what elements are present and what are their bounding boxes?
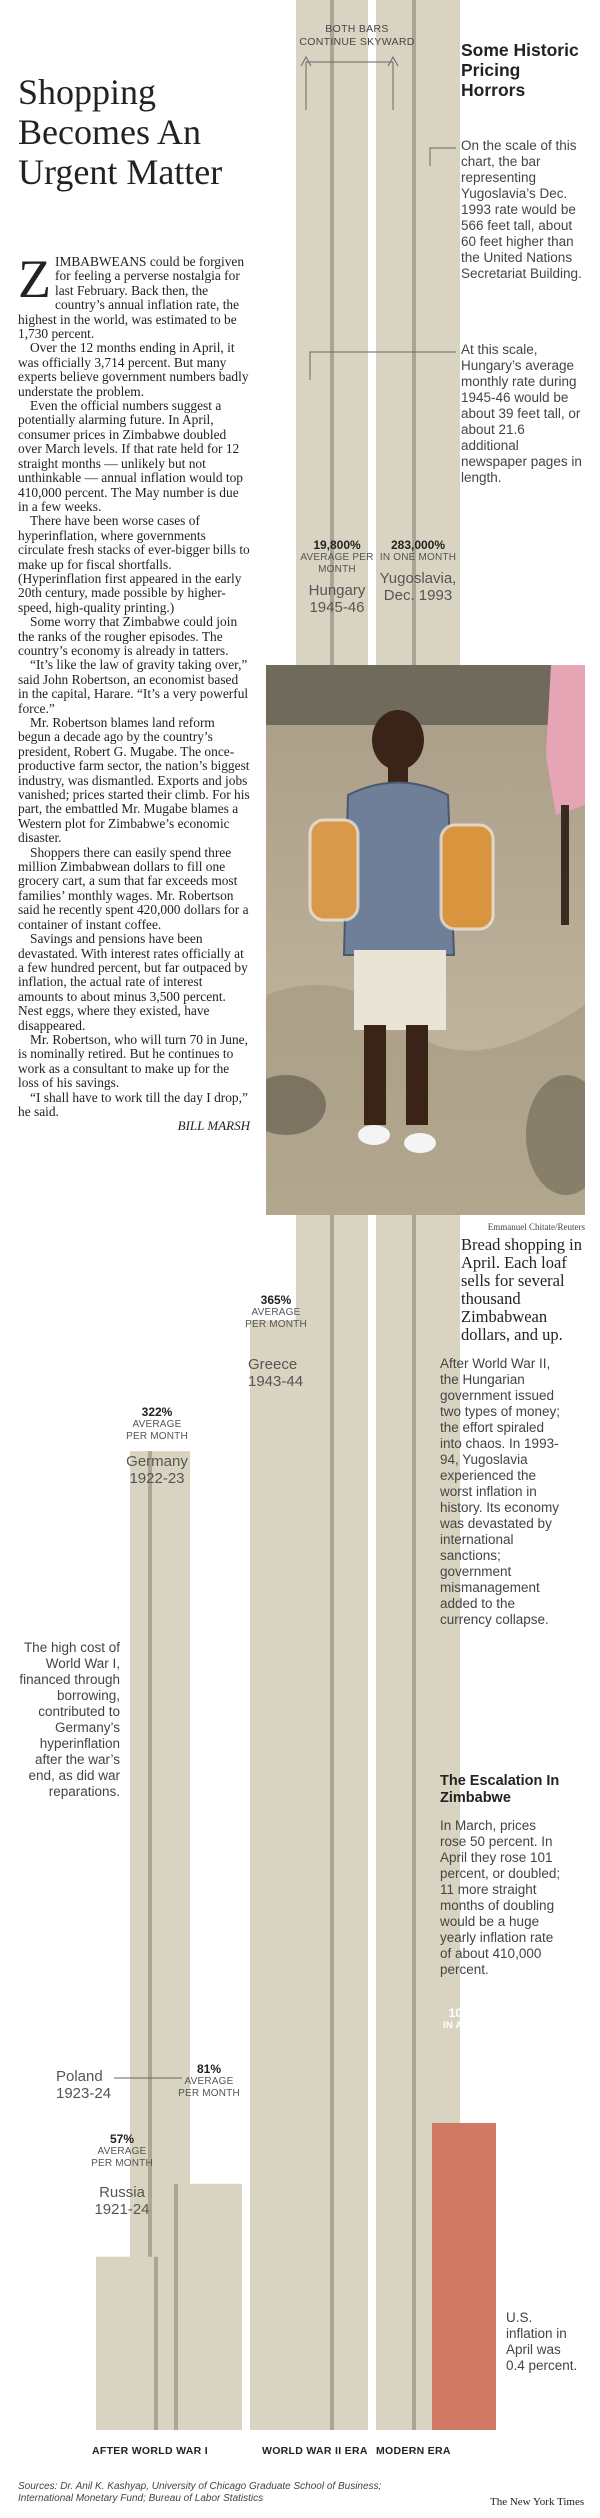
article-paragraph: There have been worse cases of hyperinflation, where governments circulate fresh stacks of ever-bigger bills to make up for fiscal shortfalls. (Hyperinflation first appeared in the early 20th century, made possible by higher-speed, high-quality printing.) (18, 513, 250, 615)
label-russia (88, 2132, 156, 2218)
article-paragraph: Shoppers there can easily spend three million Zimbabwean dollars to fill one grocery cart, a sum that far exceeds most families’ monthly wages. Mr. Robertson said he recently spent 420,000 dollars for a container of instant coffee. (18, 844, 249, 932)
photo-illustration (266, 665, 585, 1215)
label-greece (240, 1293, 312, 1331)
publisher-logo: The New York Times (490, 2496, 585, 2508)
bar-sub-label: AVERAGE PER MONTH (126, 1419, 188, 1442)
article-paragraph: “It’s like the law of gravity taking over,” said John Robertson, an economist based in the capital, Harare. “It’s a very powerful force.” (18, 657, 249, 716)
sources: Sources: Dr. Anil K. Kashyap, University of Chicago Graduate School of Business; International Monetary Fund; Bureau of Labor Statistics (18, 2481, 382, 2504)
era-label-modern: MODERN ERA (376, 2445, 451, 2457)
bar-value-label: 19,800% (313, 538, 361, 552)
label-germany (123, 1405, 191, 1487)
article (18, 249, 250, 1134)
country-label: Poland (56, 2068, 103, 2085)
country-label: Greece (248, 1356, 298, 1373)
label-zimbabwe (432, 2006, 496, 2032)
bar-value-label: 283,000% (390, 538, 446, 552)
label-poland-country (56, 2068, 126, 2102)
period-label: 1945-46 (309, 599, 365, 616)
historic-title: Some Historic Pricing Horrors (461, 40, 579, 100)
article-paragraph: Even the official numbers suggest a potentially alarming future. In April, consumer prices in Zimbabwe doubled over March levels. If that rate held for 12 straight months — unlikely but not unthinkable — annual inflation would top 410,000 percent. The May number is due in a few weeks. (18, 398, 243, 514)
bar-zimbabwe (432, 2123, 496, 2430)
photo-caption: Bread shopping in April. Each loaf sells for several thousand Zimbabwean dollars, and up. (461, 1235, 582, 1344)
yugoslavia-scale-note: On the scale of this chart, the bar representing Yugoslavia’s Dec. 1993 rate would be 566 feet tall, about 60 feet higher than the United Nations Secretariat Building. (461, 138, 582, 281)
article-paragraph: Mr. Robertson blames land reform begun a decade ago by the country’s president, Robert G. Mugabe. The once-productive farm sector, the nation’s biggest industry, was dismantled. Exports and jobs vanished; prices started their climb. For his part, the embattled Mr. Mugabe blames a Western plot for Zimbabwe’s economic disaster. (18, 715, 250, 846)
ww1-annotation: The high cost of World War I, financed through borrowing, contributed to Germany’s hyperinflation after the war’s end, as did war reparations. (19, 1640, 120, 1799)
label-yugoslavia (376, 538, 460, 604)
country-label: Hungary (308, 582, 366, 599)
photo-credit: Emmanuel Chitate/Reuters (487, 1222, 585, 1232)
bar-value-label: 81% (196, 2062, 222, 2076)
era-label-ww1: AFTER WORLD WAR I (92, 2445, 208, 2457)
article-paragraph: “I shall have to work till the day I drop,” he said. (18, 1089, 248, 1119)
period-label: 1943-44 (248, 1373, 304, 1390)
country-label: Germany (126, 1453, 188, 1470)
article-paragraph: Mr. Robertson, who will turn 70 in June, is nominally retired. But he continues to work as a consultant to make up for the loss of his savings. (18, 1031, 248, 1091)
zimbabwe-title: The Escalation In Zimbabwe (440, 1773, 560, 1806)
country-label: Yugoslavia, (379, 570, 457, 587)
article-paragraph: Savings and pensions have been devastated. With interest rates officially at a few hundred percent, but far outpaced by inflation, the actual rate of interest amounts to about minus 3,500 percent. Nest eggs, where they existed, have disappeared. (18, 931, 248, 1033)
country-label: Russia (99, 2184, 145, 2201)
zimbabwe-annotation: In March, prices rose 50 percent. In April they rose 101 percent, or doubled; 11 more straight months of doubling would be a huge yearly inflation rate of about 410,000 percent. (440, 1818, 561, 1977)
article-paragraph: IMBABWEANS could be forgiven for feeling a perverse nostalgia for last February. Back then, the country’s annual inflation rate, the highest in the world, was estimated to be 1,730 percent. (18, 254, 245, 342)
bar-poland (176, 2184, 242, 2430)
bar-value-label: 57% (109, 2132, 135, 2146)
label-greece-country (248, 1356, 318, 1390)
bar-sub-label: IN APRIL (443, 2020, 485, 2031)
period-label: 1923-24 (56, 2085, 112, 2102)
drop-cap: Z (18, 249, 51, 309)
hungary-scale-note: At this scale, Hungary’s average monthly rate during 1945-46 would be about 39 feet tall, or about 21.6 additional newspaper pages in length. (461, 342, 582, 485)
bar-value-label: 322% (141, 1405, 173, 1419)
byline: BILL MARSH (177, 1118, 250, 1134)
bar-value-label: 365% (260, 1293, 292, 1307)
article-paragraph: Over the 12 months ending in April, it was officially 3,714 percent. But many experts believe government numbers badly understate the problem. (18, 340, 249, 399)
era-label-ww2: WORLD WAR II ERA (262, 2445, 368, 2457)
bar-sub-label: AVERAGE PER MONTH (91, 2146, 153, 2169)
bars-continue-note: BOTH BARS CONTINUE SKYWARD (299, 23, 415, 48)
period-label: 1921-24 (94, 2201, 150, 2218)
photo-boy-with-bread (266, 665, 585, 1215)
article-paragraph: Some worry that Zimbabwe could join the ranks of the rougher episodes. The country’s economy is already in tatters. (18, 614, 238, 658)
label-hungary (296, 538, 378, 616)
bar-russia (96, 2257, 156, 2430)
bar-sub-label: IN ONE MONTH (379, 552, 457, 563)
bar-value-label: 101% (448, 2006, 480, 2020)
period-label: 1922-23 (129, 1470, 185, 1487)
bar-yugoslavia (376, 0, 460, 2430)
period-label: Dec. 1993 (383, 587, 453, 604)
article-first-paragraph (18, 249, 250, 342)
bar-sub-label: AVERAGE PER MONTH (300, 552, 374, 575)
label-poland-value (176, 2062, 242, 2100)
headline: Shopping Becomes An Urgent Matter (18, 72, 223, 192)
bar-sub-label: AVERAGE PER MONTH (178, 2076, 240, 2099)
us-inflation-note: U.S. inflation in April was 0.4 percent. (506, 2310, 578, 2373)
bar-sub-label: AVERAGE PER MONTH (245, 1307, 307, 1330)
ww2-annotation: After World War II, the Hungarian government issued two types of money; the effort spiraled into chaos. In 1993-94, Yugoslavia experienced the worst inflation in history. Its economy was devastated by international sanctions; government mismanagement added to the currency collapse. (440, 1356, 561, 1627)
